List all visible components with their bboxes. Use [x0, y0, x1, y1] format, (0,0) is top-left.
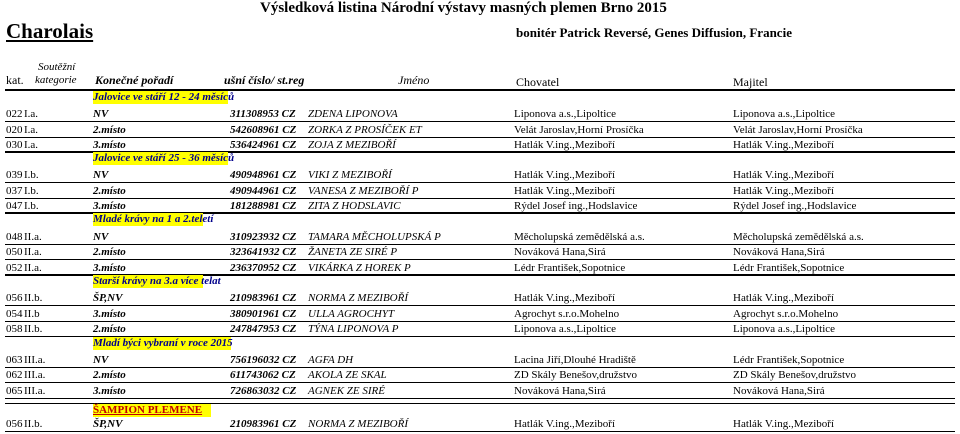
cell-kategorie: I.b.	[24, 169, 39, 181]
cell-poradi: 2.místo	[93, 185, 126, 197]
cell-kategorie: III.a.	[24, 369, 46, 381]
cell-chovatel: Měcholupská zemědělská a.s.	[514, 231, 645, 243]
cell-jmeno: AGFA DH	[308, 354, 354, 366]
cell-majitel: Měcholupská zemědělská a.s.	[733, 231, 864, 243]
row-divider	[5, 259, 955, 260]
cell-poradi: 3.místo	[93, 139, 126, 151]
cell-kategorie: I.a.	[24, 139, 39, 151]
cell-kat: 048	[6, 231, 23, 243]
cell-jmeno: ZDENA LIPONOVA	[308, 108, 398, 120]
col-kat: kat.	[6, 73, 24, 87]
cell-jmeno: TÝNA LIPONOVA P	[308, 323, 399, 335]
row-divider	[5, 321, 955, 322]
cell-majitel: ZD Skály Benešov,družstvo	[733, 369, 857, 381]
cell-kategorie: II.a.	[24, 262, 42, 274]
champion-label: ŠAMPION PLEMENE	[93, 404, 203, 416]
cell-kategorie: II.b	[24, 308, 40, 320]
cell-usni-cislo: 210983961 CZ	[230, 418, 297, 430]
cell-jmeno: ŽANETA ZE SIRÉ P	[308, 246, 398, 258]
cell-kategorie: I.a.	[24, 124, 39, 136]
cell-kat: 058	[6, 323, 23, 335]
col-majitel: Majitel	[733, 75, 768, 89]
cell-usni-cislo: 210983961 CZ	[230, 292, 297, 304]
cell-kategorie: II.b.	[24, 292, 43, 304]
cell-poradi: 3.místo	[93, 262, 126, 274]
row-divider	[5, 398, 955, 399]
cell-chovatel: Nováková Hana,Sirá	[514, 385, 606, 397]
cell-poradi: ŠP,NV	[93, 292, 123, 304]
cell-kat: 030	[6, 139, 23, 151]
row-divider	[5, 431, 955, 432]
cell-kategorie: I.a.	[24, 108, 39, 120]
row-divider	[5, 198, 955, 199]
cell-kat: 065	[6, 385, 23, 397]
cell-usni-cislo: 490948961 CZ	[230, 169, 297, 181]
section-label: Starší krávy na 3.a více telat	[93, 275, 221, 287]
cell-kat: 039	[6, 169, 23, 181]
cell-poradi: 2.místo	[93, 124, 126, 136]
cell-kategorie: II.b.	[24, 323, 43, 335]
cell-majitel: Lédr František,Sopotnice	[733, 354, 845, 366]
cell-poradi: 3.místo	[93, 200, 126, 212]
cell-kat: 020	[6, 124, 23, 136]
row-divider	[5, 137, 955, 138]
section-divider	[5, 274, 955, 275]
cell-usni-cislo: 542608961 CZ	[230, 124, 297, 136]
page-title: Výsledková listina Národní výstavy masných plemen Brno 2015	[260, 0, 667, 16]
cell-kategorie: II.a.	[24, 246, 42, 258]
section-divider	[5, 90, 955, 91]
cell-chovatel: Hatlák V.ing.,Meziboří	[514, 292, 616, 304]
row-divider	[5, 382, 955, 383]
cell-usni-cislo: 611743062 CZ	[230, 369, 296, 381]
cell-jmeno: ZITA Z HODSLAVIC	[308, 200, 401, 212]
cell-chovatel: Velát Jaroslav,Horní Prosíčka	[514, 124, 644, 136]
cell-majitel: Hatlák V.ing.,Meziboří	[733, 169, 835, 181]
cell-jmeno: VANESA Z MEZIBOŘÍ P	[308, 185, 419, 197]
cell-jmeno: AKOLA ZE SKAL	[308, 369, 387, 381]
cell-poradi: ŠP,NV	[93, 418, 123, 430]
cell-usni-cislo: 236370952 CZ	[230, 262, 297, 274]
cell-usni-cislo: 726863032 CZ	[230, 385, 297, 397]
cell-jmeno: TAMARA MĚCHOLUPSKÁ P	[308, 231, 441, 243]
cell-majitel: Hatlák V.ing.,Meziboří	[733, 185, 835, 197]
cell-kat: 063	[6, 354, 23, 366]
section-label: Mladí býci vybraní v roce 2015	[93, 337, 233, 349]
row-divider	[5, 305, 955, 306]
section-label: Jalovice ve stáří 25 - 36 měsíců	[93, 152, 235, 164]
cell-usni-cislo: 536424961 CZ	[230, 139, 297, 151]
cell-majitel: Liponova a.s.,Lipoltice	[733, 323, 836, 335]
cell-poradi: NV	[93, 231, 109, 243]
row-divider	[5, 367, 955, 368]
cell-kategorie: II.a.	[24, 231, 42, 243]
cell-chovatel: Nováková Hana,Sirá	[514, 246, 606, 258]
cell-kategorie: III.a.	[24, 385, 46, 397]
cell-majitel: Nováková Hana,Sirá	[733, 246, 825, 258]
cell-poradi: 2.místo	[93, 369, 126, 381]
col-usni-cislo: ušní číslo/ st.reg	[224, 73, 305, 87]
cell-kategorie: III.a.	[24, 354, 46, 366]
cell-chovatel: Hatlák V.ing.,Meziboří	[514, 185, 616, 197]
section-divider	[5, 151, 955, 152]
cell-usni-cislo: 311308953 CZ	[230, 108, 296, 120]
cell-majitel: Agrochyt s.r.o.Mohelno	[733, 308, 839, 320]
cell-poradi: 3.místo	[93, 308, 126, 320]
cell-majitel: Nováková Hana,Sirá	[733, 385, 825, 397]
cell-kat: 056	[6, 418, 23, 430]
section-label: Jalovice ve stáří 12 - 24 měsíců	[93, 91, 235, 103]
cell-majitel: Velát Jaroslav,Horní Prosíčka	[733, 124, 863, 136]
cell-poradi: NV	[93, 108, 109, 120]
cell-poradi: 3.místo	[93, 385, 126, 397]
cell-jmeno: VIKI Z MEZIBOŘÍ	[308, 169, 392, 181]
col-kategorie: kategorie	[35, 74, 77, 86]
judge-line: bonitér Patrick Reversé, Genes Diffusion, Francie	[516, 25, 792, 40]
cell-chovatel: Liponova a.s.,Lipoltice	[514, 323, 617, 335]
cell-poradi: NV	[93, 169, 109, 181]
cell-kat: 022	[6, 108, 23, 120]
cell-kat: 056	[6, 292, 23, 304]
cell-majitel: Hatlák V.ing.,Meziboří	[733, 418, 835, 430]
cell-jmeno: NORMA Z MEZIBOŘÍ	[308, 292, 409, 304]
cell-majitel: Hatlák V.ing.,Meziboří	[733, 292, 835, 304]
cell-usni-cislo: 756196032 CZ	[230, 354, 297, 366]
cell-poradi: 2.místo	[93, 323, 126, 335]
cell-usni-cislo: 490944961 CZ	[230, 185, 297, 197]
cell-jmeno: AGNEK ZE SIRÉ	[308, 385, 385, 397]
cell-kat: 037	[6, 185, 23, 197]
cell-jmeno: ZOJA Z MEZIBOŘÍ	[308, 139, 396, 151]
breed-name: Charolais	[6, 19, 94, 43]
cell-usni-cislo: 380901961 CZ	[230, 308, 297, 320]
cell-majitel: Hatlák V.ing.,Meziboří	[733, 139, 835, 151]
cell-jmeno: ULLA AGROCHYT	[308, 308, 395, 320]
cell-kategorie: I.b.	[24, 185, 39, 197]
row-divider	[5, 244, 955, 245]
cell-jmeno: ZORKA Z PROSÍČEK ET	[308, 124, 422, 136]
cell-usni-cislo: 323641932 CZ	[230, 246, 297, 258]
header-divider	[5, 89, 955, 90]
cell-chovatel: Liponova a.s.,Lipoltice	[514, 108, 617, 120]
cell-kategorie: II.b.	[24, 418, 43, 430]
col-chovatel: Chovatel	[516, 75, 560, 89]
cell-usni-cislo: 310923932 CZ	[230, 231, 297, 243]
cell-kat: 054	[6, 308, 23, 320]
cell-poradi: 2.místo	[93, 246, 126, 258]
cell-kat: 062	[6, 369, 23, 381]
cell-majitel: Lédr František,Sopotnice	[733, 262, 845, 274]
cell-majitel: Liponova a.s.,Lipoltice	[733, 108, 836, 120]
cell-chovatel: Hatlák V.ing.,Meziboří	[514, 418, 616, 430]
col-jmeno: Jméno	[398, 73, 430, 87]
cell-chovatel: Hatlák V.ing.,Meziboří	[514, 139, 616, 151]
cell-chovatel: Lacina Jiří,Dlouhé Hradiště	[514, 354, 636, 366]
cell-chovatel: Agrochyt s.r.o.Mohelno	[514, 308, 620, 320]
section-divider	[5, 212, 955, 213]
cell-poradi: NV	[93, 354, 109, 366]
row-divider	[5, 182, 955, 183]
cell-chovatel: Hatlák V.ing.,Meziboří	[514, 169, 616, 181]
cell-majitel: Rýdel Josef ing.,Hodslavice	[733, 200, 857, 212]
cell-chovatel: ZD Skály Benešov,družstvo	[514, 369, 638, 381]
col-konecne-poradi: Konečné pořadí	[95, 73, 174, 87]
cell-chovatel: Lédr František,Sopotnice	[514, 262, 626, 274]
row-divider	[5, 121, 955, 122]
cell-jmeno: NORMA Z MEZIBOŘÍ	[308, 418, 409, 430]
cell-chovatel: Rýdel Josef ing.,Hodslavice	[514, 200, 638, 212]
col-soutezni: Soutěžní	[38, 61, 76, 73]
cell-usni-cislo: 247847953 CZ	[230, 323, 297, 335]
section-label: Mladé krávy na 1 a 2.teletí	[93, 213, 214, 225]
cell-kat: 052	[6, 262, 23, 274]
cell-kat: 050	[6, 246, 23, 258]
section-divider	[5, 336, 955, 337]
cell-usni-cislo: 181288981 CZ	[230, 200, 297, 212]
cell-kat: 047	[6, 200, 23, 212]
cell-kategorie: I.b.	[24, 200, 39, 212]
cell-jmeno: VIKÁRKA Z HOREK P	[308, 262, 411, 274]
